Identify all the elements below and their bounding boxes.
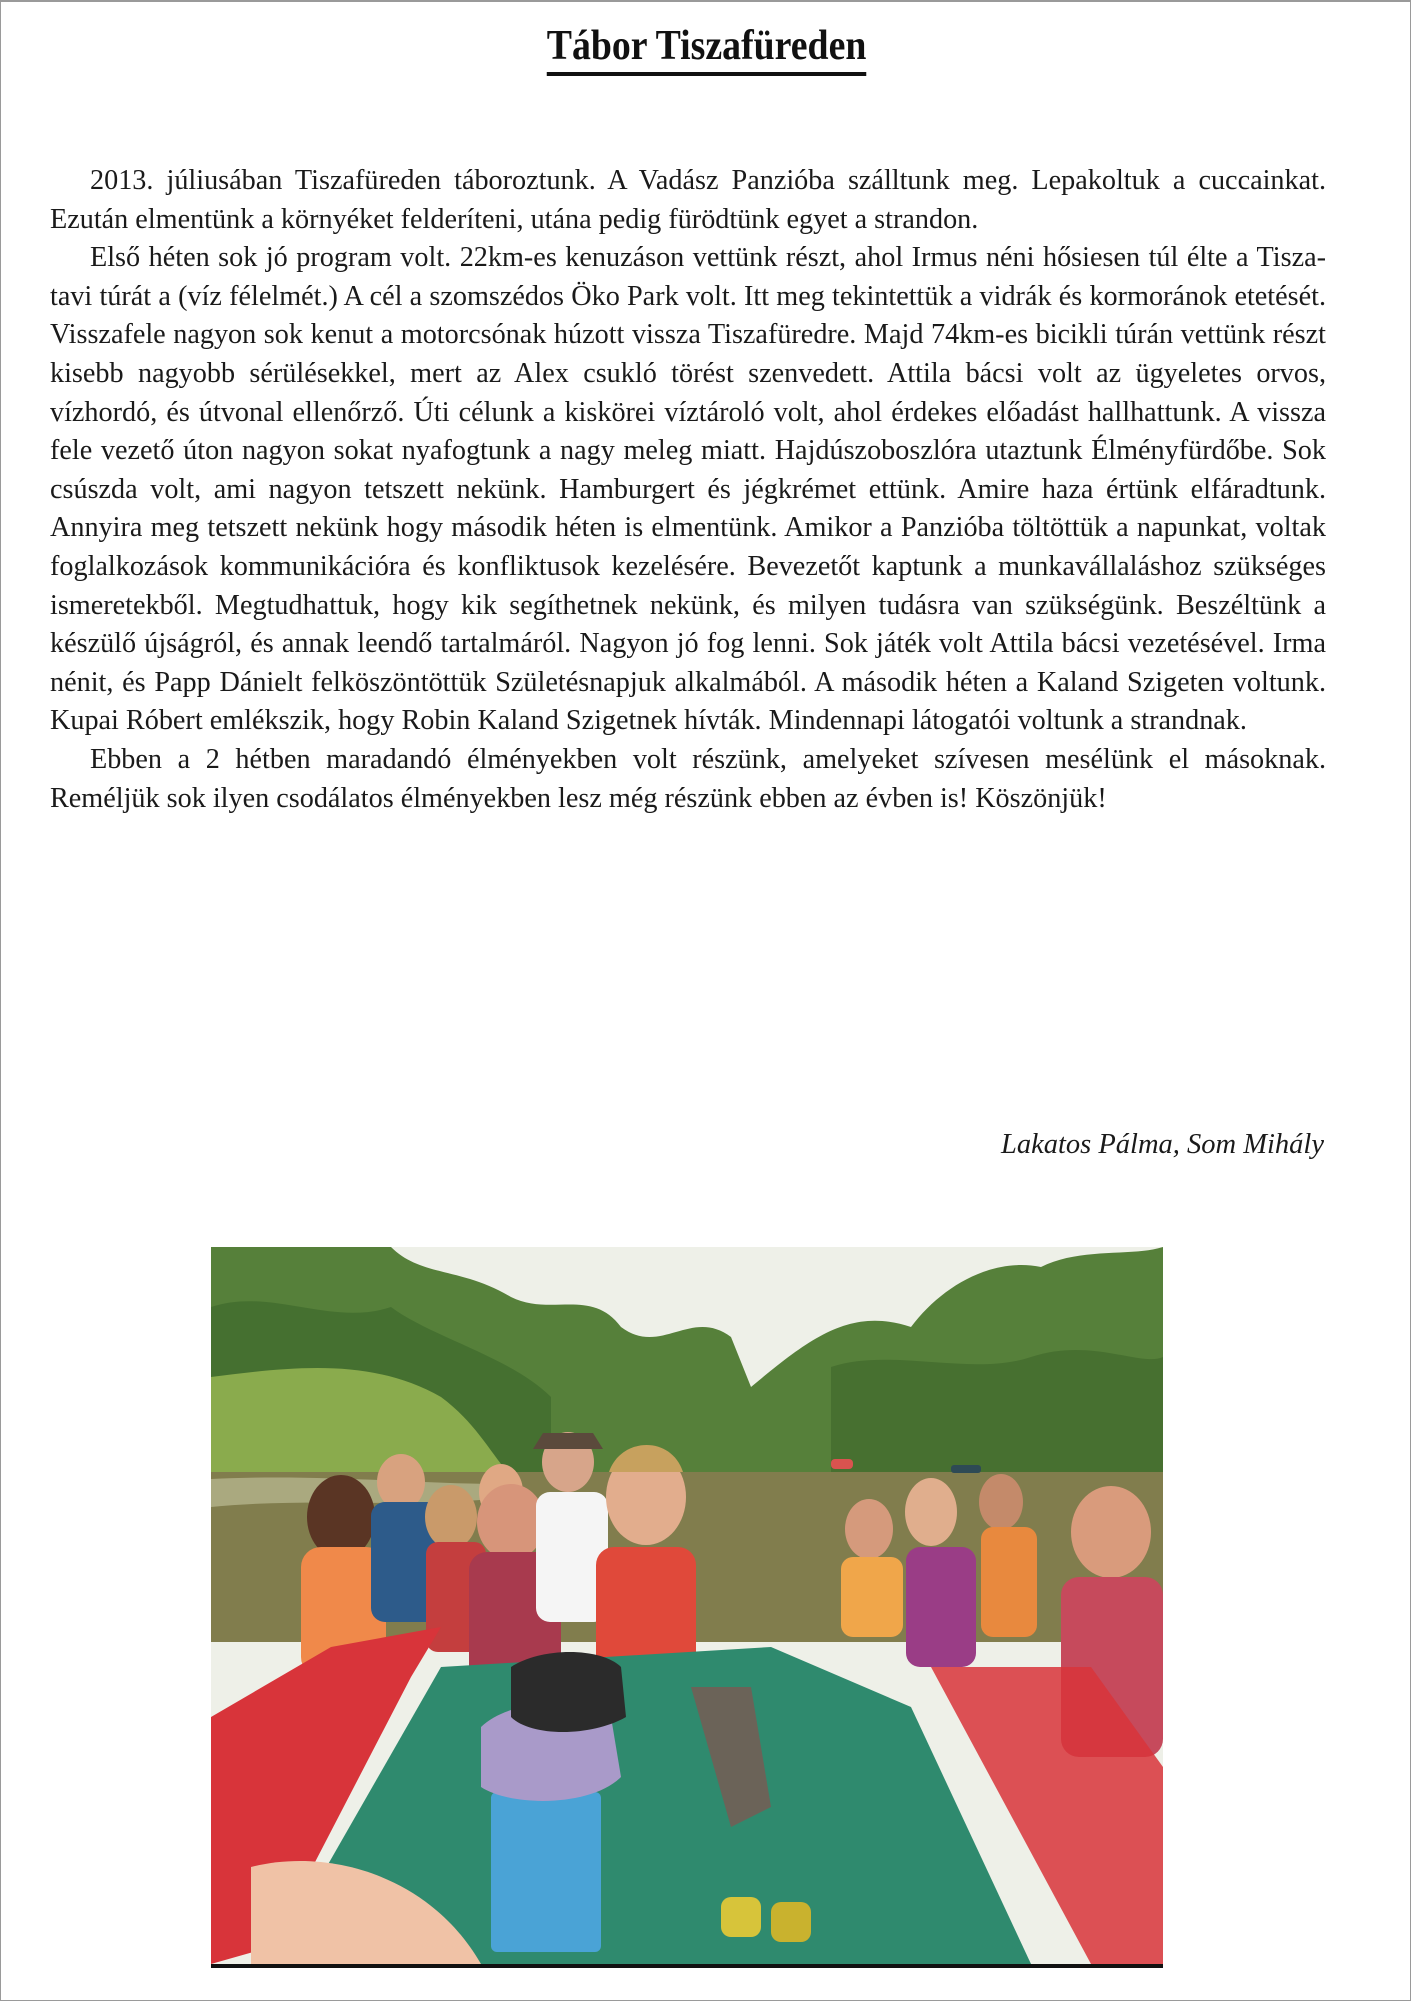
photo-shoes [721, 1897, 761, 1937]
paragraph-main: Első héten sok jó program volt. 22km-es kenuzáson vettünk részt, ahol Irmus néni hősiesen túl élte a Tisza-tavi túrát a (víz félelmét.) A cél a szomszédos Öko Park volt. Itt meg tekintettük a vidrák és kormoránok etetését. Visszafele nagyon sok kenut a motorcsónak húzott vissza Tiszafüredre. Majd 74km-es bicikli túrán vettünk részt kisebb nagyobb sérülésekkel, mert az Alex csukló törést szenvedett. Attila bácsi volt az ügyeletes orvos, vízhordó, és útvonal ellenőrző. Úti célunk a kiskörei víztároló volt, ahol érdekes előadást hallhattunk. A vissza fele vezető úton nagyon sokat nyafogtunk a nagy meleg miatt. Hajdúszoboszlóra utaztunk Élményfürdőbe. Sok csúszda volt, ami nagyon tetszett nekünk. Hamburgert és jégkrémet ettünk. Amire haza értünk elfáradtunk. Annyira meg tetszett nekünk hogy második héten is elmentünk. Amikor a Panzióba töltöttük a napunkat, voltak foglalkozások kommunikációra és konfliktusok kezelésére. Bevezetőt kaptunk a munkavállaláshoz szükséges ismeretekből. Megtudhattuk, hogy kik segíthetnek nekünk, és milyen tudásra van szükségünk. Beszéltünk a készülő újságról, és annak leendő tartalmáról. Nagyon jó fog lenni. Sok játék volt Attila bácsi vezetésével. Irma nénit, és Papp Dánielt felköszöntöttük Születésnapjuk alkalmából. A második héten a Kaland Szigeten voltunk. Kupai Róbert emlékszik, hogy Robin Kaland Szigetnek hívták. Mindennapi látogatói voltunk a strandnak. [50, 242, 1326, 737]
paragraph-closing: Ebben a 2 hétben maradandó élményekben volt részünk, amelyeket szívesen mesélünk el másoknak. Reméljük sok ilyen csodálatos élményekben lesz még részünk ebben az évben is! Köszönjük! [50, 743, 1326, 814]
author-signature: Lakatos Pálma, Som Mihály [1001, 1129, 1324, 1160]
title-text: Tábor Tiszafüreden [547, 20, 867, 76]
photo-cooler [491, 1792, 601, 1952]
photo-illustration [211, 1247, 1163, 1964]
paragraph-intro: 2013. júliusában Tiszafüreden táboroztunk. A Vadász Panzióba szálltunk meg. Lepakoltuk a cuccainkat. Ezután elmentünk a környéket felderíteni, utána pedig fürödtünk egyet a strandon. [50, 165, 1326, 235]
photo-bottom-rule [211, 1964, 1163, 1968]
canoe-group-photo [211, 1247, 1163, 1964]
document-title [1, 20, 1411, 76]
article-body [50, 162, 1326, 818]
